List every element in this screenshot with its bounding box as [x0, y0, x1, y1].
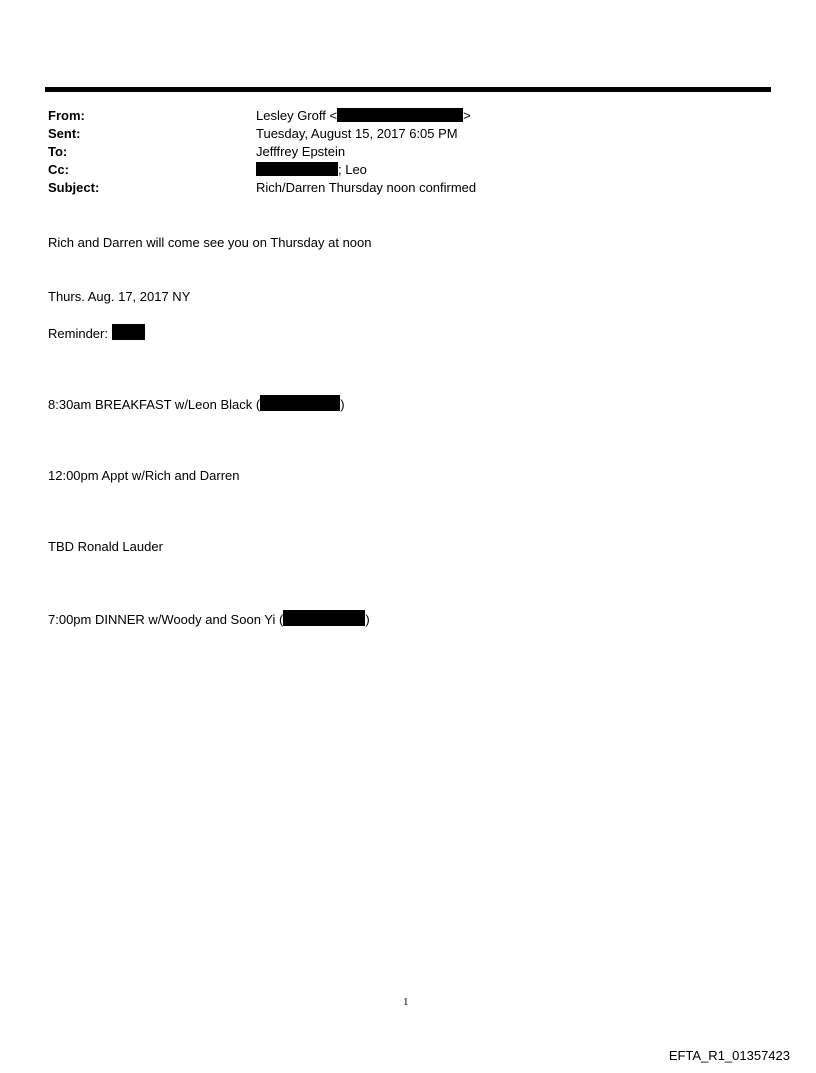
dinner-text: 7:00pm DINNER w/Woody and Soon Yi ( [48, 612, 284, 627]
body-dinner [48, 610, 370, 629]
to-label: To: [48, 144, 68, 159]
redaction-box [256, 162, 338, 176]
dinner-close: ) [365, 612, 370, 627]
subject-label: Subject: [48, 180, 100, 195]
header-rule [45, 87, 771, 92]
sent-label: Sent: [48, 126, 81, 141]
body-breakfast [48, 395, 345, 414]
document-id: EFTA_R1_01357423 [668, 1048, 790, 1063]
redaction-box [260, 395, 340, 411]
sent-value: Tuesday, August 15, 2017 6:05 PM [256, 126, 458, 141]
subject-value: Rich/Darren Thursday noon confirmed [256, 180, 477, 195]
from-close: > [463, 108, 471, 123]
from-name: Lesley Groff < [256, 108, 338, 123]
cc-value [256, 161, 367, 179]
body-reminder [48, 324, 145, 343]
cc-text: ; Leo [338, 162, 367, 177]
body-date-line: Thurs. Aug. 17, 2017 NY [48, 289, 191, 304]
body-intro: Rich and Darren will come see you on Thursday at noon [48, 235, 372, 250]
reminder-label: Reminder: [48, 326, 108, 341]
body-appt: 12:00pm Appt w/Rich and Darren [48, 468, 240, 483]
breakfast-close: ) [340, 397, 345, 412]
page-number: 1 [403, 996, 409, 1008]
cc-label: Cc: [48, 162, 69, 177]
body-tbd: TBD Ronald Lauder [48, 539, 163, 554]
to-value: Jefffrey Epstein [256, 144, 346, 159]
redaction-box [112, 324, 145, 340]
redaction-box [337, 108, 463, 122]
from-label: From: [48, 108, 85, 123]
from-value [256, 107, 471, 125]
redaction-box [283, 610, 365, 626]
breakfast-text: 8:30am BREAKFAST w/Leon Black ( [48, 397, 261, 412]
